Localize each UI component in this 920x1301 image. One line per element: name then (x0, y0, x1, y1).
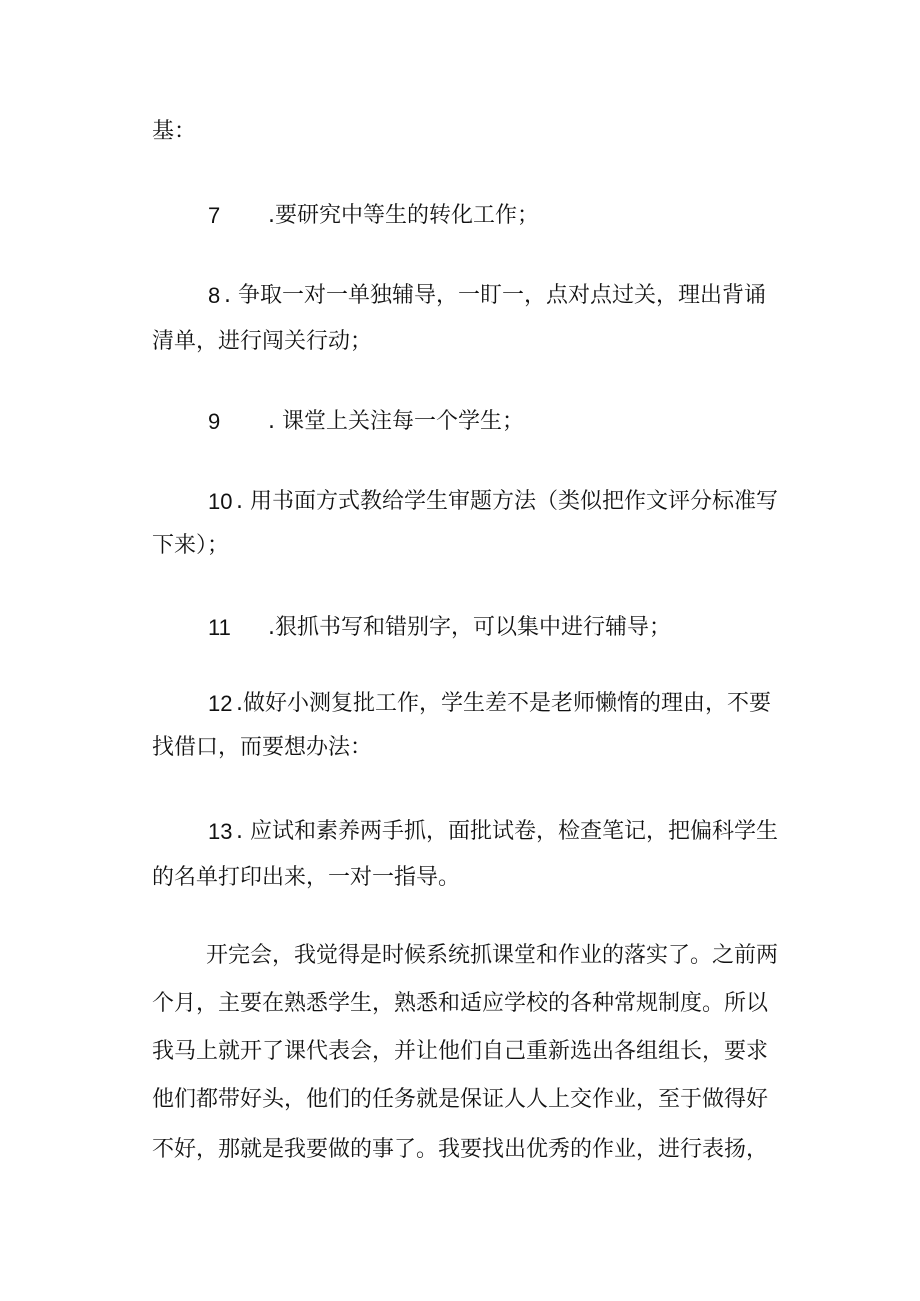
item-number: 7 (208, 203, 221, 228)
list-item-13 (0, 812, 920, 852)
item-text: . 课堂上关注每一个学生； (268, 409, 524, 434)
text-line: 的名单打印出来，一对一指导。 (152, 865, 461, 890)
text-line: 清单，进行闯关行动； (152, 329, 373, 354)
list-item-7 (0, 196, 920, 236)
item-text: . 争取一对一单独辅导，一盯一，点对点过关，理出背诵 (224, 283, 766, 308)
list-item-9 (0, 402, 920, 442)
item-text: .要研究中等生的转化工作； (268, 203, 539, 228)
item-text: .狠抓书写和错别字，可以集中进行辅导； (268, 615, 671, 640)
item-text: .做好小测复批工作，学生差不是老师懒惰的理由，不要 (236, 691, 771, 716)
paragraph-line: 开完会，我觉得是时候系统抓课堂和作业的落实了。之前两 (206, 943, 779, 968)
text-line: 下来）； (152, 533, 230, 558)
paragraph-line: 他们都带好头，他们的任务就是保证人人上交作业，至于做得好 (152, 1087, 769, 1112)
list-item-8 (0, 276, 920, 316)
list-item-10 (0, 482, 920, 522)
list-item-12 (0, 684, 920, 724)
list-item-11 (0, 608, 920, 648)
item-text: . 用书面方式教给学生审题方法（类似把作文评分标准写 (236, 489, 778, 514)
paragraph-line: 我马上就开了课代表会，并让他们自己重新选出各组组长，要求 (152, 1039, 769, 1064)
paragraph-line: 个月，主要在熟悉学生，熟悉和适应学校的各种常规制度。所以 (152, 991, 769, 1016)
item-number: 12 (208, 691, 233, 716)
text-line: 基： (152, 119, 197, 144)
item-number: 11 (208, 615, 231, 640)
item-number: 10 (208, 489, 233, 514)
paragraph-line: 不好，那就是我要做的事了。我要找出优秀的作业，进行表扬， (152, 1137, 769, 1162)
item-text: . 应试和素养两手抓，面批试卷，检查笔记，把偏科学生 (236, 819, 778, 844)
text-line: 找借口，而要想办法： (152, 735, 373, 760)
item-number: 13 (208, 819, 233, 844)
item-number: 8 (208, 283, 221, 308)
item-number: 9 (208, 409, 221, 434)
